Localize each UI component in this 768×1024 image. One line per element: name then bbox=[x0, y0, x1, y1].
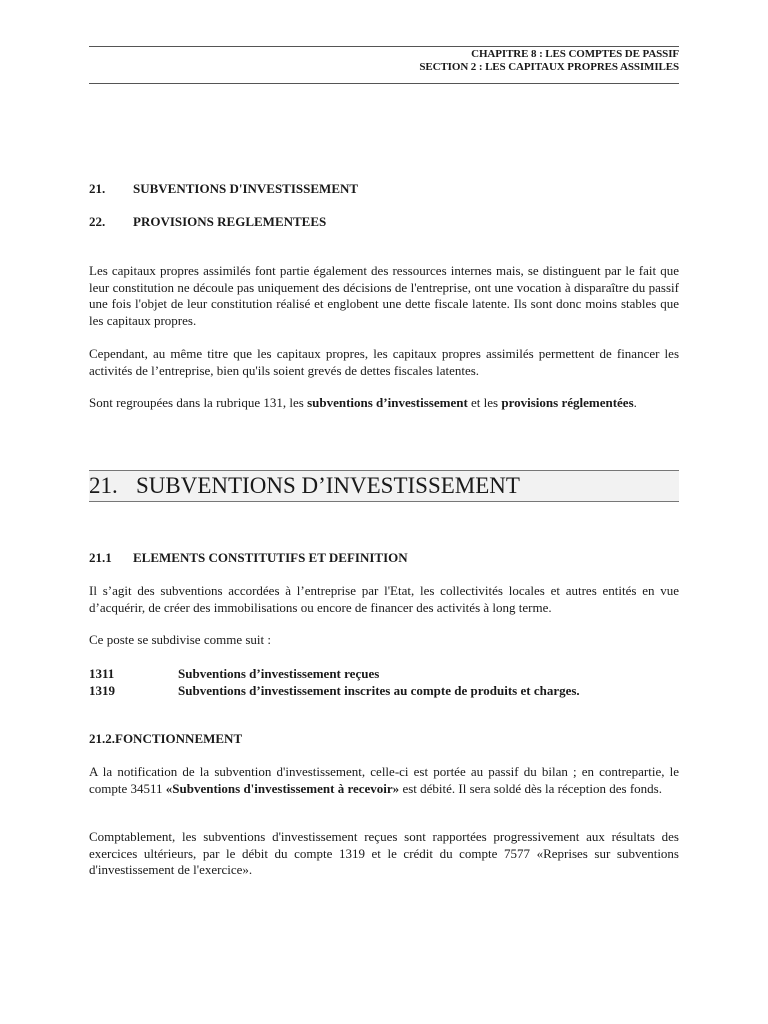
operation-paragraph-1 bbox=[89, 764, 679, 797]
toc-item bbox=[89, 181, 358, 197]
subsection-heading-text: ELEMENTS CONSTITUTIFS ET DEFINITION bbox=[133, 550, 408, 565]
account-list bbox=[89, 665, 580, 699]
account-label: Subventions d’investissement reçues bbox=[178, 666, 380, 681]
text-run: . bbox=[633, 395, 637, 410]
text-run: est débité. Il sera soldé dès la réception des fonds. bbox=[399, 780, 662, 796]
operation-paragraph-2: Comptablement, les subventions d'investissement reçues sont rapportées progressivement aux résultats des exercices ultérieurs, par le débit du compte 1319 et le crédit du compte 7577 «Reprises sur subventions d'investissement de l'exercice». bbox=[89, 829, 679, 877]
bold-term: provisions réglementées bbox=[501, 395, 634, 410]
account-code: 1319 bbox=[89, 683, 115, 698]
intro-paragraph-2: Cependant, au même titre que les capitaux propres, les capitaux propres assimilés permettent de financer les activités de l’entreprise, bien qu'ils soient grevés de dettes fiscales latentes. bbox=[89, 346, 679, 378]
toc-item-label: PROVISIONS REGLEMENTEES bbox=[133, 214, 327, 229]
bold-term: subventions d’investissement bbox=[307, 395, 468, 410]
account-label: Subventions d’investissement inscrites au compte de produits et charges. bbox=[178, 683, 580, 698]
section-heading bbox=[89, 470, 679, 502]
section-title: SECTION 2 : LES CAPITAUX PROPRES ASSIMILES bbox=[419, 61, 679, 73]
section-heading-text: SUBVENTIONS D’INVESTISSEMENT bbox=[136, 473, 520, 498]
account-row bbox=[89, 665, 580, 682]
chapter-title: CHAPITRE 8 : LES COMPTES DE PASSIF bbox=[471, 48, 679, 60]
toc-item-number: 21. bbox=[89, 181, 106, 196]
toc-item-label: SUBVENTIONS D'INVESTISSEMENT bbox=[133, 181, 359, 196]
account-row bbox=[89, 682, 580, 699]
intro-paragraph-1: Les capitaux propres assimilés font partie également des ressources internes mais, se distinguent par le fait que leur constitution ne découle pas uniquement des décisions de l'entreprise, ont une vocation à disparaître du passif une fois l'objet de leur constitution réalisé et englobent une dette fiscale latente. Ils sont donc moins stables que les capitaux propres. bbox=[89, 263, 679, 328]
subsection-heading: 21.2.FONCTIONNEMENT bbox=[89, 731, 243, 746]
text-run: A la notification de la subvention d'investissement, celle-ci est portée au passif du bilan ; en contrepartie, le compte 34511 bbox=[89, 764, 679, 796]
toc-item-number: 22. bbox=[89, 214, 106, 229]
text-run: et les bbox=[467, 395, 502, 410]
section-number: 21. bbox=[89, 473, 118, 498]
account-code: 1311 bbox=[89, 666, 115, 681]
bold-term: «Subventions d'investissement à recevoir» bbox=[165, 780, 400, 796]
definition-paragraph: Il s’agit des subventions accordées à l’entreprise par l'Etat, les collectivités locales et autres entités en vue d’acquérir, de créer des immobilisations ou encore de financer des activités à long terme. bbox=[89, 583, 679, 615]
subsection-number: 21.1 bbox=[89, 550, 112, 565]
toc-item bbox=[89, 214, 326, 230]
intro-paragraph-3 bbox=[89, 395, 679, 412]
subsection-heading bbox=[89, 550, 408, 566]
subdivision-intro: Ce poste se subdivise comme suit : bbox=[89, 632, 271, 647]
text-run: Sont regroupées dans la rubrique 131, les bbox=[89, 395, 308, 410]
page-header bbox=[89, 46, 679, 84]
